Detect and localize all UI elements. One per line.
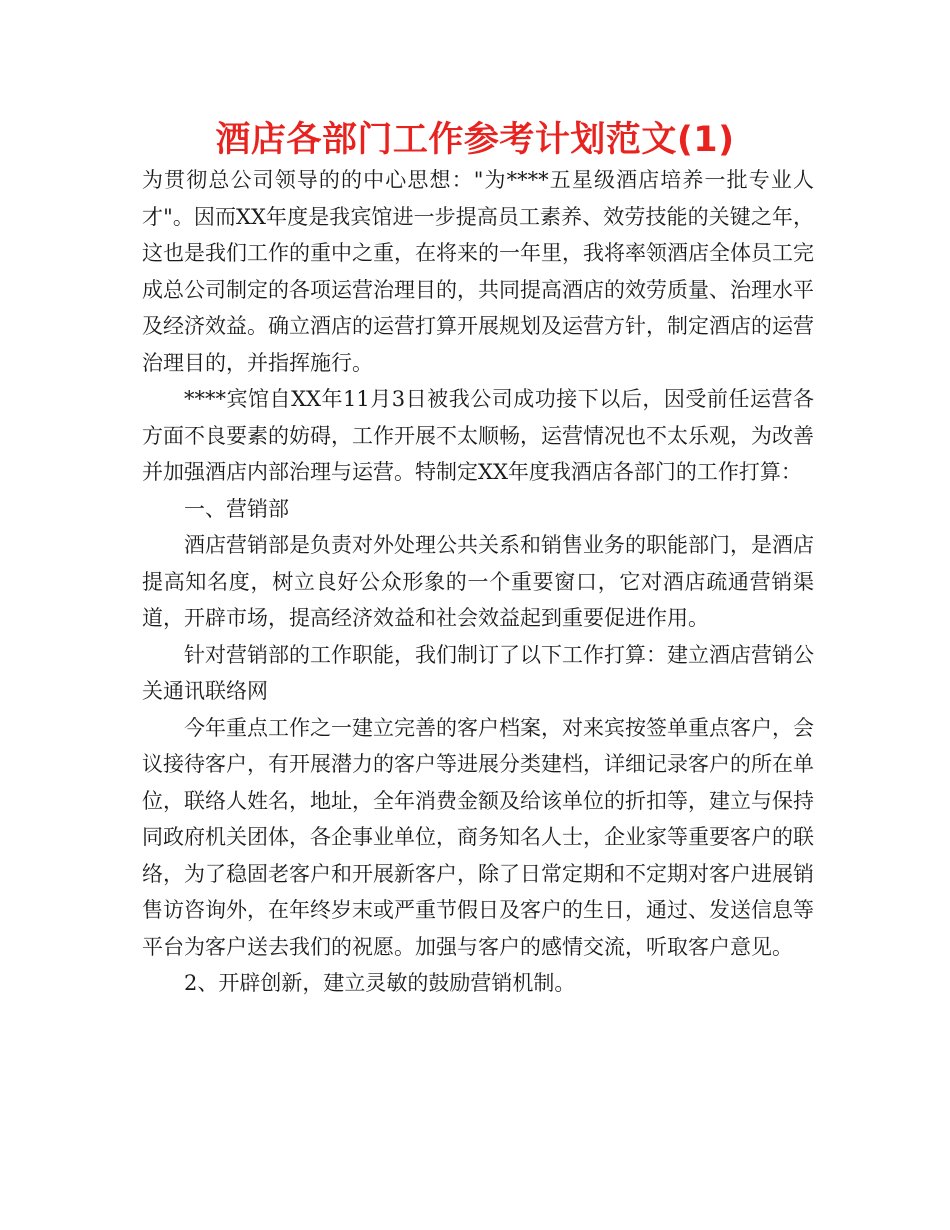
paragraph-customer-files: 今年重点工作之一建立完善的客户档案，对来宾按签单重点客户，会议接待客户，有开展潜力的客户等进展分类建档，详细记录客户的所在单位，联络人姓名，地址，全年消费金额及给该单位的折扣等，建立与保持同政府机关团体，各企事业单位，商务知名人士，企业家等重要客户的联络，为了稳固老客户和开展新客户，除了日常定期和不定期对客户进展销售访咨询外，在年终岁末或严重节假日及客户的生日，通过、发送信息等平台为客户送去我们的祝愿。加强与客户的感情交流，听取客户意见。 [142,715,814,959]
document-body [142,162,814,1002]
document-title: 酒店各部门工作参考计划范文(1) [215,120,735,160]
paragraph-marketing-plan: 针对营销部的工作职能，我们制订了以下工作打算：建立酒店营销公关通讯联络网 [142,642,814,703]
paragraph-background: ****宾馆自XX年11月3日被我公司成功接下以后，因受前任运营各方面不良要素的妨碍，工作开展不太顺畅，运营情况也不太乐观，为改善并加强酒店内部治理与运营。特制定XX年度我酒店各部门的工作打算： [142,387,814,484]
paragraph-intro: 为贯彻总公司领导的的中心思想："为****五星级酒店培养一批专业人才"。因而XX年度是我宾馆进一步提高员工素养、效劳技能的关键之年，这也是我们工作的重中之重，在将来的一年里，我将率领酒店全体员工完成总公司制定的各项运营治理目的，共同提高酒店的效劳质量、治理水平及经济效益。确立酒店的运营打算开展规划及运营方针，制定酒店的运营治理目的，并指挥施行。 [142,168,814,375]
paragraph-marketing-role: 酒店营销部是负责对外处理公共关系和销售业务的职能部门，是酒店提高知名度，树立良好公众形象的一个重要窗口，它对酒店疏通营销渠道，开辟市场，提高经济效益和社会效益起到重要促进作用。 [142,533,814,630]
paragraph-incentive: 2、开辟创新，建立灵敏的鼓励营销机制。 [184,971,576,995]
section-heading-marketing: 一、营销部 [184,496,289,521]
